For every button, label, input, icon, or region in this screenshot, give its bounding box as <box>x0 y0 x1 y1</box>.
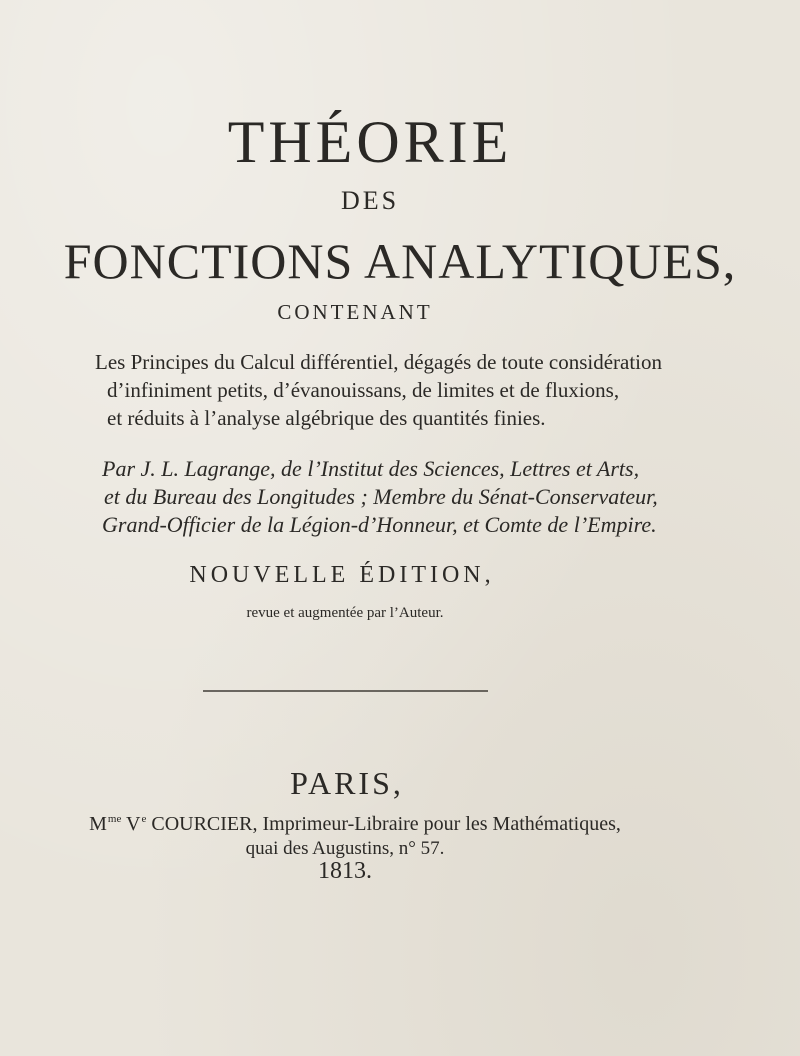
title-fonctions-analytiques: FONCTIONS ANALYTIQUES, <box>63 233 737 289</box>
edition-title: NOUVELLE ÉDITION, <box>189 562 495 588</box>
imprint-address: quai des Augustins, n° 57. <box>245 838 445 859</box>
printer-m: M <box>89 813 107 835</box>
author-line: Grand-Officier de la Légion-d’Honneur, et Comte de l’Empire. <box>102 512 657 537</box>
printer-v-sup: e <box>141 813 147 825</box>
printer-v: V <box>126 813 141 835</box>
divider-rule <box>203 690 488 692</box>
description-line: et réduits à l’analyse algébrique des quantités finies. <box>107 406 546 430</box>
printer-name: COURCIER, Imprimeur-Libraire pour les Mathématiques, <box>151 813 621 835</box>
imprint-printer <box>0 813 755 836</box>
description-block <box>95 348 663 432</box>
author-block <box>102 455 662 539</box>
title-theorie: THÉORIE <box>227 109 513 175</box>
edition-subtitle: revue et augmentée par l’Auteur. <box>246 605 444 621</box>
author-line: et du Bureau des Longitudes ; Membre du Sénat-Conservateur, <box>104 484 658 509</box>
author-line: Par J. L. Lagrange, de l’Institut des Sciences, Lettres et Arts, <box>102 456 640 481</box>
contenant-label: CONTENANT <box>277 300 433 324</box>
printer-m-sup: me <box>107 813 122 825</box>
title-des: DES <box>340 186 400 215</box>
imprint-year: 1813. <box>318 858 372 884</box>
description-line: Les Principes du Calcul différentiel, dégagés de toute considération <box>95 350 663 374</box>
description-line: d’infiniment petits, d’évanouissans, de limites et de fluxions, <box>107 378 620 402</box>
imprint-city: PARIS, <box>290 765 404 801</box>
